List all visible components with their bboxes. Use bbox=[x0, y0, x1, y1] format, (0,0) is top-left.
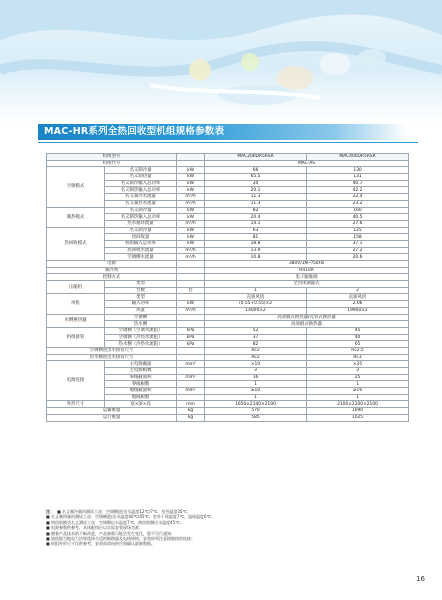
value-cell: 16 bbox=[205, 374, 307, 381]
row-label: 热回收水流量 bbox=[105, 247, 177, 254]
unit-cell: mm² bbox=[177, 374, 205, 381]
unit-cell bbox=[177, 354, 205, 361]
value-cell: 1 bbox=[205, 381, 307, 388]
unit-cell: kW bbox=[177, 167, 205, 174]
unit-cell bbox=[177, 274, 205, 281]
value-cell: Rc2 bbox=[205, 347, 307, 354]
table-row bbox=[47, 267, 409, 274]
row-label: 名义制冷输入总功率 bbox=[105, 180, 177, 187]
value-cell: 1650×2140×2100 bbox=[205, 401, 307, 408]
table-row bbox=[47, 227, 409, 234]
value-cell: 20.1 bbox=[205, 187, 307, 194]
footnote-text: ■ 机组外形尺寸仅供参考，安装前请向供应商确认最新数据。 bbox=[46, 541, 156, 547]
title-divider bbox=[38, 142, 418, 143]
unit-cell bbox=[177, 381, 205, 388]
unit-cell: kW bbox=[177, 207, 205, 214]
page-number: 16 bbox=[416, 575, 425, 583]
row-label: 机组输入总功率 bbox=[105, 240, 177, 247]
table-row bbox=[47, 347, 409, 354]
value-cell: 22.4 bbox=[307, 194, 409, 201]
spec-table bbox=[46, 153, 409, 422]
value-cell: 52 bbox=[205, 327, 307, 334]
row-label: 名义制热输入总功率 bbox=[105, 214, 177, 221]
row-label: 运输重量 bbox=[47, 408, 177, 415]
row-label: 风量 bbox=[105, 307, 177, 314]
value-cell: 1 bbox=[205, 287, 307, 294]
row-label: 热水侧 bbox=[105, 321, 177, 328]
row-label: 热水循环流量 bbox=[105, 220, 177, 227]
row-label: 类型 bbox=[105, 281, 177, 288]
value-cell: 2.06 bbox=[307, 301, 409, 308]
unit-cell: kPa bbox=[177, 341, 205, 348]
footnote-text: ■ 随着产品技术的不断改进，产品参数可能会发生变化，恕不另行通知； bbox=[46, 530, 176, 536]
row-label: 名义制热水流量 bbox=[105, 200, 177, 207]
unit-cell: m³/h bbox=[177, 254, 205, 261]
value-cell: R410A bbox=[205, 267, 409, 274]
value-cell: 电子膨胀阀 bbox=[205, 274, 409, 281]
row-label: 制冷剂 bbox=[47, 267, 177, 274]
unit-cell: kg bbox=[177, 414, 205, 421]
row-label: 地线截面积 bbox=[105, 388, 177, 395]
unit-cell: mm² bbox=[177, 388, 205, 395]
value-cell: 高效板式换热器/壳管式换热器 bbox=[205, 314, 409, 321]
unit-cell bbox=[177, 394, 205, 401]
banner-illustration bbox=[0, 0, 442, 122]
row-label: 热水侧（冷热水流阻） bbox=[105, 341, 177, 348]
value-cell: 23.2 bbox=[307, 200, 409, 207]
row-label: 空调侧水流量 bbox=[105, 254, 177, 261]
unit-cell bbox=[177, 368, 205, 375]
value-cell: ≥10 bbox=[205, 388, 307, 395]
unit-cell: m³/h bbox=[177, 220, 205, 227]
unit-cell: kW bbox=[177, 227, 205, 234]
value-cell: 27.2 bbox=[307, 247, 409, 254]
value-cell: 160 bbox=[307, 207, 409, 214]
value-cell: 1025 bbox=[307, 414, 409, 421]
row-group-label: 制热模式 bbox=[47, 207, 105, 227]
footnote-text: ■ 请依据当地电力法规选择合适的断路器及电线规格，安装时须注意接地线的连接； bbox=[46, 536, 196, 542]
value-cell: 18.8 bbox=[205, 240, 307, 247]
row-label: 空调侧进出水接管尺寸 bbox=[47, 347, 177, 354]
value-cell: 37 bbox=[205, 334, 307, 341]
value-cell: Rc2 bbox=[205, 354, 307, 361]
unit-cell: kW bbox=[177, 180, 205, 187]
value-cell: (0.55+0.55)×2 bbox=[205, 301, 307, 308]
value-cell: 45 bbox=[307, 327, 409, 334]
code-label: 机组代号 bbox=[47, 160, 177, 167]
row-label: 空调侧（空调水流阻） bbox=[105, 327, 177, 334]
value-cell: 1090 bbox=[307, 408, 409, 415]
row-label: 名义制冷量 bbox=[105, 227, 177, 234]
section-title-bar bbox=[38, 124, 408, 140]
table-row bbox=[47, 354, 409, 361]
value-cell: 2 bbox=[307, 287, 409, 294]
table-row bbox=[47, 167, 409, 174]
value-cell: 82 bbox=[205, 341, 307, 348]
value-cell: 65.5 bbox=[205, 174, 307, 181]
value-cell: 158 bbox=[307, 234, 409, 241]
value-cell: 81 bbox=[205, 234, 307, 241]
unit-cell: kW bbox=[177, 214, 205, 221]
value-cell: 1 bbox=[307, 381, 409, 388]
row-label: 名义制冷量 bbox=[105, 207, 177, 214]
value-cell: 3 bbox=[205, 368, 307, 375]
row-label: 电源 bbox=[47, 261, 177, 268]
unit-cell: m³/h bbox=[177, 200, 205, 207]
unit-cell: kW bbox=[177, 234, 205, 241]
value-cell: 42.2 bbox=[307, 187, 409, 194]
row-group-label: 压缩机 bbox=[47, 281, 105, 294]
row-label: 输入功率 bbox=[105, 301, 177, 308]
row-label: 台数 bbox=[105, 287, 177, 294]
table-row bbox=[47, 414, 409, 421]
row-group-label: 机组接管 bbox=[47, 327, 105, 347]
value-cell: 131 bbox=[307, 174, 409, 181]
row-group-label: 空调模式 bbox=[47, 167, 105, 207]
unit-cell bbox=[177, 267, 205, 274]
row-label: 宽×深×高 bbox=[105, 401, 177, 408]
footnote-text: ■ 名义制热量的测试工况：空调侧进/出水温度40℃/45℃，室外干球温度7℃，湿球温度6℃； bbox=[46, 514, 215, 520]
unit-cell: kW bbox=[177, 174, 205, 181]
page-title: MAC-HR系列全热回收型机组规格参数表 bbox=[44, 126, 225, 137]
row-label: 类型 bbox=[105, 294, 177, 301]
unit-cell: 台 bbox=[177, 287, 205, 294]
unit-cell: kPa bbox=[177, 334, 205, 341]
value-cell: 82 bbox=[205, 207, 307, 214]
row-label: 空调侧 bbox=[105, 314, 177, 321]
unit-cell: m³/h bbox=[177, 194, 205, 201]
value-cell: 直驱风机 bbox=[307, 294, 409, 301]
footnote-lead: 注： bbox=[46, 509, 54, 514]
row-label: 零线根数 bbox=[105, 381, 177, 388]
unit-cell bbox=[177, 314, 205, 321]
value-cell: 全封闭涡旋式 bbox=[205, 281, 409, 288]
unit-cell bbox=[177, 281, 205, 288]
value-cell: 40.7 bbox=[307, 180, 409, 187]
table-row bbox=[47, 261, 409, 268]
footnote-text: ■ 电源参数供参考，具体配线应以实际安装现场为准； bbox=[46, 525, 144, 531]
value-cell: 20 bbox=[205, 180, 307, 187]
table-row bbox=[47, 361, 409, 368]
unit-cell bbox=[177, 294, 205, 301]
value-cell: 40.5 bbox=[307, 214, 409, 221]
value-cell: 2100×2200×2100 bbox=[307, 401, 409, 408]
unit-cell: kPa bbox=[177, 327, 205, 334]
unit-cell: mm bbox=[177, 401, 205, 408]
row-group-label: 热回收模式 bbox=[47, 227, 105, 260]
row-label: 热水侧进出水接管尺寸 bbox=[47, 354, 177, 361]
footnote-text: ■ 热回收模式名义测试工况：空调侧出水温度7℃，热回收侧出水温度45℃； bbox=[46, 519, 184, 525]
row-group-label: 水侧换热器 bbox=[47, 314, 105, 327]
value-cell: 380V/3N~/50Hz bbox=[205, 261, 409, 268]
value-cell: 130 bbox=[307, 167, 409, 174]
value-cell: 63 bbox=[205, 227, 307, 234]
row-label: 名义制冷水流量 bbox=[105, 194, 177, 201]
value-cell: 13.9 bbox=[205, 247, 307, 254]
value-cell: 14000×2 bbox=[205, 307, 307, 314]
footnote-item bbox=[46, 541, 416, 546]
row-label: 控制方式 bbox=[47, 274, 177, 281]
row-label: 主电源根数 bbox=[105, 368, 177, 375]
unit-cell: kW bbox=[177, 187, 205, 194]
value-cell: 1 bbox=[307, 394, 409, 401]
table-row bbox=[47, 294, 409, 301]
value-cell: 585 bbox=[205, 414, 307, 421]
value-cell: 27.6 bbox=[307, 220, 409, 227]
unit-cell: mm² bbox=[177, 361, 205, 368]
value-cell: ×10 bbox=[205, 361, 307, 368]
table-row bbox=[47, 207, 409, 214]
value-cell: 1 bbox=[205, 394, 307, 401]
row-label: 名义制热量 bbox=[105, 174, 177, 181]
table-row bbox=[47, 281, 409, 288]
value-cell: 125 bbox=[307, 227, 409, 234]
table-row bbox=[47, 327, 409, 334]
row-label: 热回收量 bbox=[105, 234, 177, 241]
value-cell: 25 bbox=[307, 374, 409, 381]
value-cell: 10.8 bbox=[205, 254, 307, 261]
header-banner bbox=[0, 0, 442, 122]
table-row bbox=[47, 401, 409, 408]
unit-cell: m³/h bbox=[177, 247, 205, 254]
footnote-text: ■ 名义制冷量的测试工况：空调侧进/出水温度12℃/7℃，室外温度35℃； bbox=[57, 509, 191, 514]
row-group-label: 风机 bbox=[47, 294, 105, 314]
row-label: 空调侧（冷热水流阻） bbox=[105, 334, 177, 341]
value-cell: 40 bbox=[307, 334, 409, 341]
value-cell: 11.3 bbox=[205, 194, 307, 201]
value-cell: 37.1 bbox=[307, 240, 409, 247]
value-cell: 3 bbox=[307, 368, 409, 375]
unit-cell: m³/h bbox=[177, 307, 205, 314]
value-cell: 570 bbox=[205, 408, 307, 415]
value-cell: Rc2.5 bbox=[307, 347, 409, 354]
table-row bbox=[47, 154, 409, 161]
value-cell: 20.6 bbox=[307, 254, 409, 261]
row-label: 零线截面积 bbox=[105, 374, 177, 381]
value-cell: ×35 bbox=[307, 361, 409, 368]
row-label: 地线根数 bbox=[105, 394, 177, 401]
value-cell: 20.4 bbox=[205, 214, 307, 221]
table-row bbox=[47, 160, 409, 167]
unit-cell bbox=[177, 321, 205, 328]
value-cell: 高效板式换热器 bbox=[205, 321, 409, 328]
unit-cell bbox=[177, 261, 205, 268]
unit-cell: kW bbox=[177, 240, 205, 247]
row-label: 名义制热输入总功率 bbox=[105, 187, 177, 194]
footnote-list bbox=[46, 509, 416, 547]
value-cell: 14.1 bbox=[205, 220, 307, 227]
model-1: MAC200DR5RSR bbox=[205, 154, 307, 161]
value-cell: 66 bbox=[205, 167, 307, 174]
table-row bbox=[47, 314, 409, 321]
spec-table-body bbox=[47, 154, 409, 422]
row-label: 名义制冷量 bbox=[105, 167, 177, 174]
model-2: MAC400DR5RSR bbox=[307, 154, 409, 161]
value-cell: ≥16 bbox=[307, 388, 409, 395]
row-group-label: 电源连接 bbox=[47, 361, 105, 401]
row-group-label: 外形尺寸 bbox=[47, 401, 105, 408]
unit-cell bbox=[177, 347, 205, 354]
value-cell: 65 bbox=[307, 341, 409, 348]
row-label: 运行重量 bbox=[47, 414, 177, 421]
value-cell: 19900×2 bbox=[307, 307, 409, 314]
unit-cell: kW bbox=[177, 301, 205, 308]
table-row bbox=[47, 274, 409, 281]
row-label: 主电源截面 bbox=[105, 361, 177, 368]
value-cell: 11.3 bbox=[205, 200, 307, 207]
code-value: MAC-AS bbox=[205, 160, 409, 167]
model-label: 机组型号 bbox=[47, 154, 177, 161]
value-cell: 直驱风机 bbox=[205, 294, 307, 301]
value-cell: Rc3 bbox=[307, 354, 409, 361]
unit-cell: kg bbox=[177, 408, 205, 415]
footnotes bbox=[46, 509, 416, 547]
table-row bbox=[47, 408, 409, 415]
